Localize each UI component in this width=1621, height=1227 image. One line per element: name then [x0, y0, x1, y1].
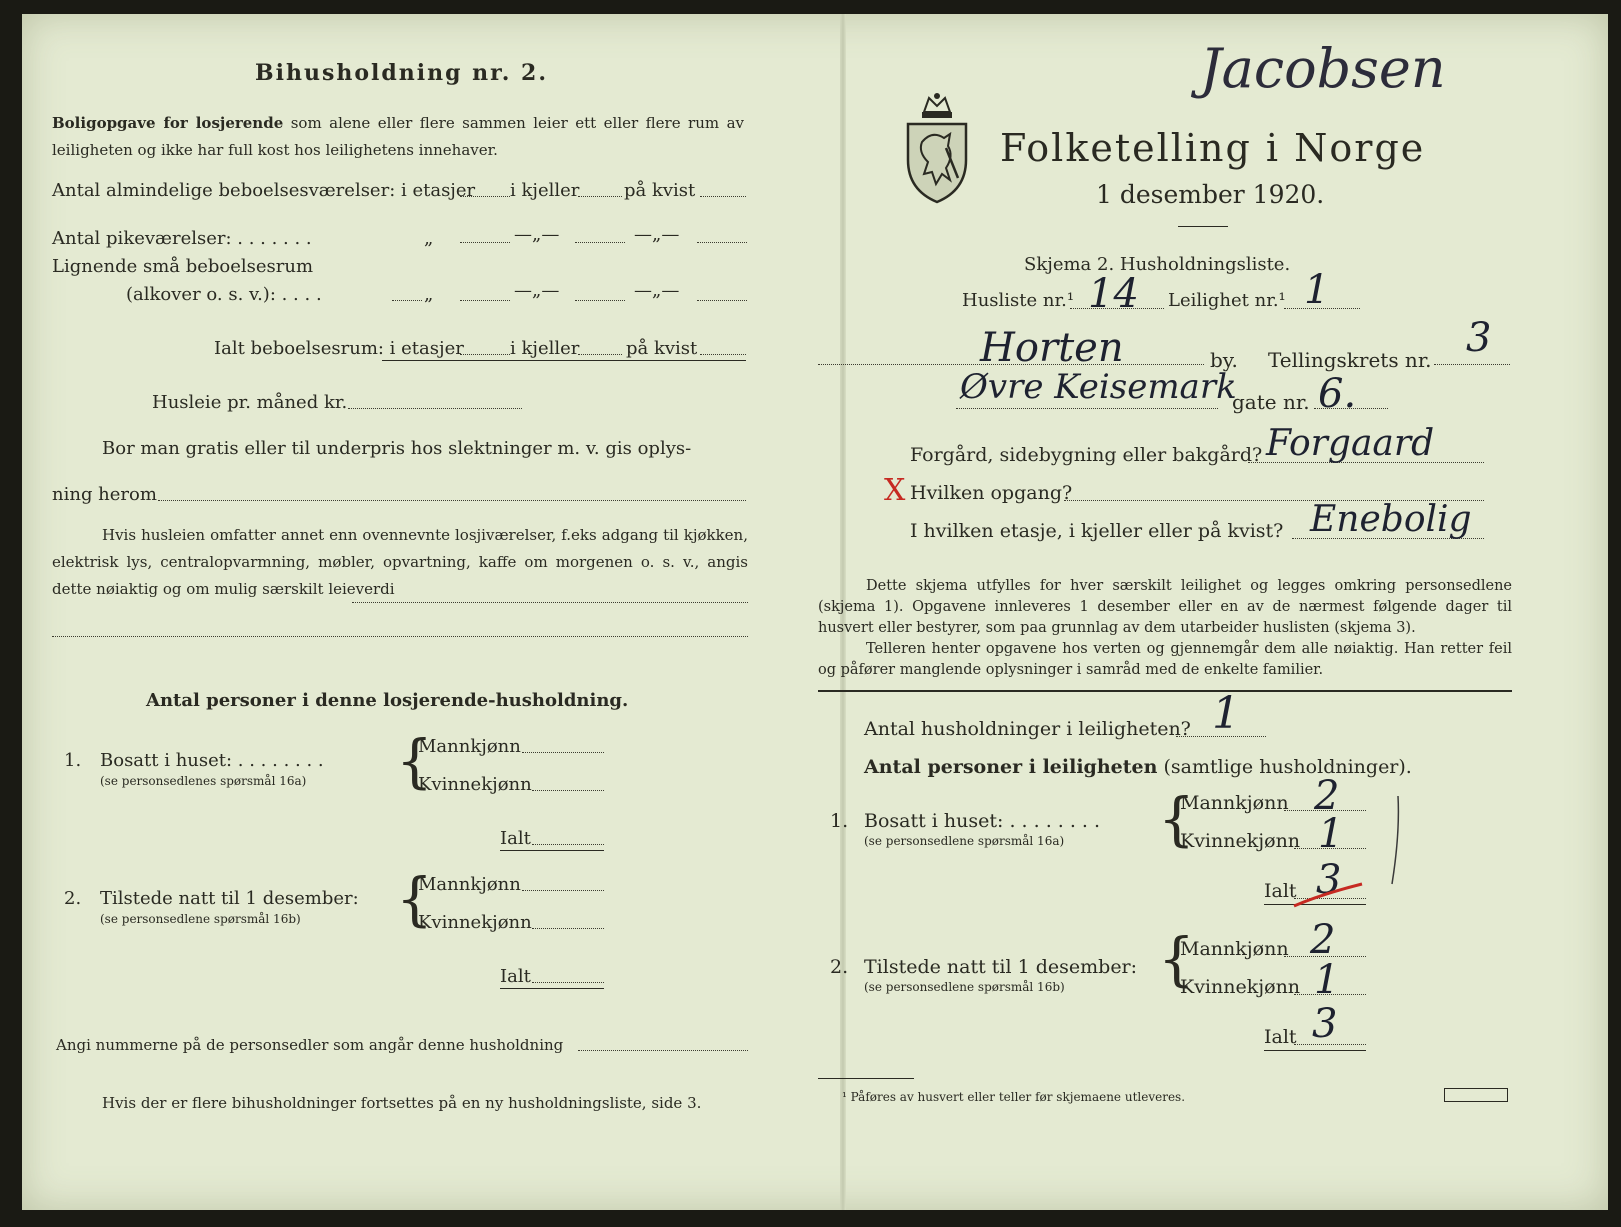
bor-man-text: Bor man gratis eller til underpris hos slektninger m. v. gis oplys-: [102, 438, 692, 459]
krets-field[interactable]: [1434, 364, 1510, 365]
left-q1-mann-field[interactable]: [522, 752, 604, 753]
etasjer-field[interactable]: [460, 196, 510, 197]
hvis-text: [52, 522, 748, 603]
leilighet-value: 1: [1304, 267, 1330, 313]
left-q1-kvinne-field[interactable]: [532, 790, 604, 791]
kvist-field[interactable]: [700, 196, 746, 197]
intro-rest: som alene eller flere sammen leier ett eller flere rum av leiligheten og ikke har full kost hos leilighetens innehaver.: [52, 114, 744, 159]
row2-label: Antal pikeværelser: . . . . . . .: [52, 228, 312, 249]
right-q2-ialt-value: 3: [1312, 1001, 1338, 1047]
ialt-mid: i kjeller: [510, 338, 580, 359]
gate-value: Øvre Keisemark: [960, 367, 1237, 407]
left-q2-brace: {: [396, 865, 433, 933]
left-q2-ialt: Ialt: [500, 966, 531, 987]
alkove-pre-field[interactable]: [392, 300, 422, 301]
instructions-text-2: Telleren henter opgavene hos verten og gjennemgår dem alle nøiaktig. Han retter feil og påfører manglende oplysninger i samråd med de enkelte familier.: [818, 641, 1512, 678]
left-q2-mann: Mannkjønn: [418, 874, 521, 895]
ditto-dash-4: —„—: [634, 280, 680, 301]
herom-field[interactable]: [158, 500, 746, 501]
right-q2-ialt-rule: [1264, 1050, 1366, 1051]
right-q1-mann-value: 2: [1314, 773, 1340, 819]
gate-label: gate nr.: [1232, 390, 1310, 414]
left-q1-mann: Mannkjønn: [418, 736, 521, 757]
leilighet-label: Leilighet nr.¹: [1168, 290, 1286, 311]
right-q1-kvinne: Kvinnekjønn: [1180, 830, 1301, 852]
left-q1-ialt-field[interactable]: [532, 844, 604, 845]
form-title: Folketelling i Norge: [1000, 126, 1426, 170]
right-q2-label: Tilstede natt til 1 desember:: [864, 956, 1138, 978]
coat-of-arms-icon: [902, 90, 972, 206]
census-form-sheet: [22, 14, 1608, 1210]
row1-mid: i kjeller: [510, 180, 580, 201]
left-q2-label: Tilstede natt til 1 desember:: [100, 888, 359, 909]
printer-stamp-icon: [1444, 1088, 1508, 1102]
right-q1-sub: (se personsedlene spørsmål 16a): [864, 834, 1065, 848]
left-q2-ialt-field[interactable]: [532, 982, 604, 983]
left-q1-label: Bosatt i huset: . . . . . . . .: [100, 750, 324, 771]
gate-nr-value: 6.: [1318, 371, 1357, 417]
intro-bold: Boligopgave for losjerende: [52, 114, 284, 132]
alkove-kvist-field[interactable]: [697, 300, 747, 301]
left-q1-num: 1.: [64, 750, 82, 771]
alkove-etasjer-field[interactable]: [460, 300, 510, 301]
right-q2-kvinne-value: 1: [1314, 957, 1340, 1003]
row3b-label: (alkover o. s. v.): . . . .: [126, 284, 322, 305]
right-q2-kvinne: Kvinnekjønn: [1180, 976, 1301, 998]
antal-pers-bold: Antal personer i leiligheten: [864, 756, 1158, 778]
by-label: by.: [1210, 348, 1238, 372]
right-q1-label: Bosatt i huset: . . . . . . . .: [864, 810, 1101, 832]
husliste-label: Husliste nr.¹: [962, 290, 1075, 311]
right-q2-brace: {: [1158, 925, 1195, 993]
ialt-etasjer-field[interactable]: [460, 354, 510, 355]
left-heading: Bihusholdning nr. 2.: [255, 60, 548, 86]
etasje-label: I hvilken etasje, i kjeller eller på kvist?: [910, 520, 1284, 542]
kjeller-field[interactable]: [578, 196, 622, 197]
left-q1-ialt: Ialt: [500, 828, 531, 849]
left-q1-ialt-rule: [500, 850, 604, 851]
right-q1-ialt-value: 3: [1316, 857, 1342, 903]
right-q1-kvinne-value: 1: [1318, 811, 1344, 857]
ialt-end: på kvist: [626, 338, 698, 359]
skjema-label: Skjema 2. Husholdningsliste.: [1024, 254, 1291, 275]
right-q1-brace: {: [1158, 785, 1195, 853]
krets-label: Tellingskrets nr.: [1268, 348, 1432, 372]
ditto-dash-2: —„—: [634, 224, 680, 245]
row1-end: på kvist: [624, 180, 696, 201]
pike-etasjer-field[interactable]: [460, 242, 510, 243]
form-date: 1 desember 1920.: [1096, 180, 1325, 209]
right-q2-mann: Mannkjønn: [1180, 938, 1289, 960]
alkove-kjeller-field[interactable]: [575, 300, 625, 301]
right-q1-mann: Mannkjønn: [1180, 792, 1289, 814]
right-q2-ialt: Ialt: [1264, 1026, 1297, 1048]
signature: Jacobsen: [1200, 37, 1446, 100]
angi-field[interactable]: [578, 1050, 748, 1051]
row3-label: Lignende små beboelsesrum: [52, 256, 314, 277]
etasje-value: Enebolig: [1310, 499, 1472, 540]
left-q2-sub: (se personsedlene spørsmål 16b): [100, 912, 301, 926]
right-q1-ialt: Ialt: [1264, 880, 1297, 902]
left-q2-num: 2.: [64, 888, 82, 909]
right-q2-mann-value: 2: [1310, 917, 1336, 963]
krets-value: 3: [1466, 315, 1492, 361]
gate-field[interactable]: [956, 408, 1218, 409]
ditto-mark: „: [424, 228, 434, 249]
husliste-value: 14: [1088, 271, 1139, 317]
footnote-text: ¹ Påføres av husvert eller teller før skjemaene utleveres.: [842, 1090, 1186, 1104]
instructions-text-1: Dette skjema utfylles for hver særskilt leilighet og legges omkring personsedlene (skjema 1). Opgavene innleveres 1 desember eller en av de nærmest følgende dager til husvert eller bestyrer, som paa grunnlag av dem utarbeider huslisten (skjema 3).: [818, 578, 1512, 636]
ditto-dash-3: —„—: [514, 280, 560, 301]
instructions-para-1: [818, 576, 1512, 639]
instructions-rule: [818, 690, 1512, 692]
leieverdi-field[interactable]: [352, 602, 748, 603]
opgang-label: Hvilken opgang?: [910, 482, 1073, 504]
forgard-label: Forgård, sidebygning eller bakgård?: [910, 444, 1263, 466]
right-q2-sub: (se personsedlene spørsmål 16b): [864, 980, 1065, 994]
left-q2-mann-field[interactable]: [522, 890, 604, 891]
ditto-mark-2: „: [424, 284, 434, 305]
instructions-para-2: [818, 639, 1512, 681]
angi-text: Angi nummerne på de personsedler som angår denne husholdning: [56, 1036, 564, 1054]
footnote-rule: [818, 1078, 914, 1079]
left-q1-sub: (se personsedlenes spørsmål 16a): [100, 774, 307, 788]
title-rule: [1178, 226, 1228, 227]
pike-kjeller-field[interactable]: [575, 242, 625, 243]
leieverdi-field-2[interactable]: [52, 636, 748, 637]
right-q1-num: 1.: [830, 810, 849, 832]
ialt-kjeller-field[interactable]: [578, 354, 622, 355]
pencil-check-mark: [1388, 794, 1404, 886]
antal-hush-value: 1: [1212, 688, 1240, 739]
left-footer: Hvis der er flere bihusholdninger fortsettes på en ny husholdningsliste, side 3.: [102, 1094, 702, 1112]
husleie-label: Husleie pr. måned kr.: [152, 392, 348, 413]
hvis-text-body: Hvis husleien omfatter annet enn ovennevnte losjiværelser, f.eks adgang til kjøkken, elektrisk lys, centralopvarmning, møbler, opvartning, kaffe om morgenen o. s. v., angis dette nøiaktig og om mulig særskilt leieverdi: [52, 526, 748, 598]
row1-label: Antal almindelige beboelsesværelser: i etasjer: [52, 180, 476, 201]
ialt-underline: [382, 360, 746, 361]
forgard-value: Forgaard: [1266, 423, 1435, 464]
husleie-field[interactable]: [348, 408, 522, 409]
left-q2-kvinne: Kvinnekjønn: [418, 912, 532, 933]
antal-hush-label: Antal husholdninger i leiligheten?: [864, 718, 1191, 740]
ialt-label: Ialt beboelsesrum: i etasjer: [214, 338, 464, 359]
left-q1-brace: {: [396, 727, 433, 795]
left-q1-kvinne: Kvinnekjønn: [418, 774, 532, 795]
left-intro: [52, 110, 744, 164]
left-q2-ialt-rule: [500, 988, 604, 989]
ditto-dash: —„—: [514, 224, 560, 245]
ning-herom: ning herom: [52, 484, 157, 505]
antal-heading-left: Antal personer i denne losjerende-husholdning.: [146, 690, 629, 711]
right-q2-num: 2.: [830, 956, 849, 978]
red-tally-mark: [1292, 880, 1368, 910]
pike-kvist-field[interactable]: [697, 242, 747, 243]
left-q2-kvinne-field[interactable]: [532, 928, 604, 929]
by-value: Horten: [980, 325, 1124, 371]
opgang-mark: X: [884, 473, 906, 508]
antal-pers-rest: (samtlige husholdninger).: [1163, 756, 1412, 778]
ialt-kvist-field[interactable]: [700, 354, 746, 355]
